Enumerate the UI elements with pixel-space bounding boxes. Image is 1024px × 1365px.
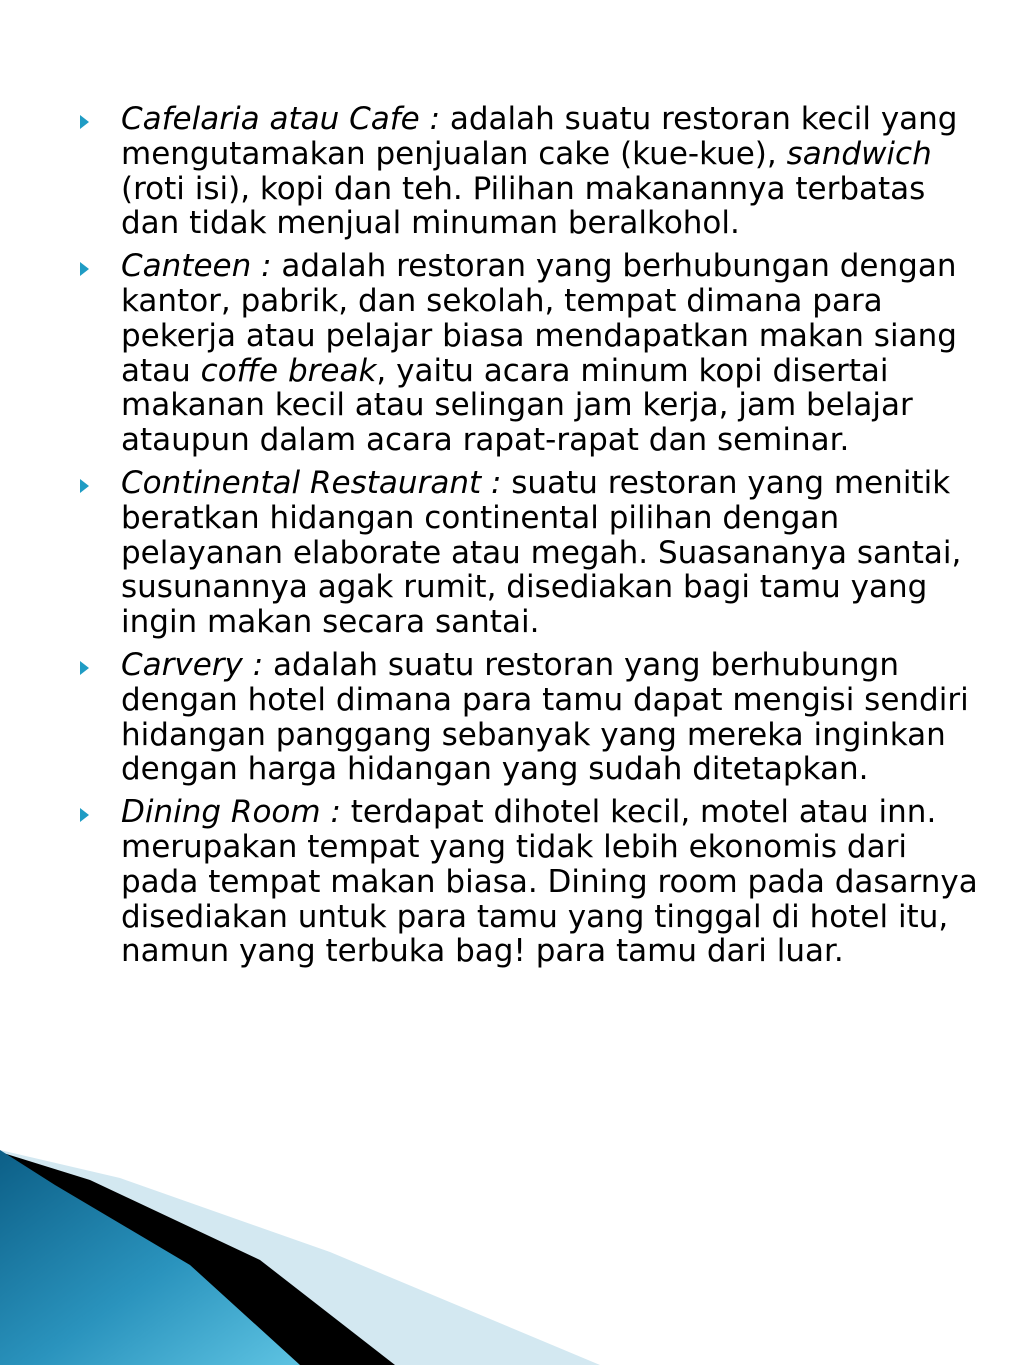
triangle-right-icon xyxy=(80,808,89,822)
bullet-term: Canteen : xyxy=(121,248,272,285)
triangle-right-icon xyxy=(80,115,89,129)
bullet-description-cont: (roti isi), kopi dan teh. Pilihan makanannya terbatas dan tidak menjual minuman beralkohol. xyxy=(121,170,926,242)
triangle-right-icon xyxy=(80,661,89,675)
bullet-term: Dining Room : xyxy=(121,794,341,831)
bullet-description: adalah suatu restoran kecil yang mengutamakan penjualan cake (kue-kue), xyxy=(121,101,958,172)
bullet-term: Continental Restaurant : xyxy=(121,464,502,501)
bullet-description: terdapat dihotel kecil, motel atau inn. merupakan tempat yang tidak lebih ekonomis dari pada tempat makan biasa. Dining room pada dasarnya disediakan untuk para tamu yang tinggal di hotel itu, namun yang terbuka bag! para tamu dari luar. xyxy=(121,794,978,970)
bullet-term: Carvery : xyxy=(121,646,264,683)
bullet-item-carvery xyxy=(80,648,980,787)
bullet-emphasis: coffe break xyxy=(200,352,377,389)
bullet-term: Cafelaria atau Cafe : xyxy=(121,101,441,137)
bullet-item-continental-restaurant xyxy=(80,466,980,640)
bullet-description: adalah restoran yang berhubungan dengan kantor, pabrik, dan sekolah, tempat dimana para pekerja atau pelajar biasa mendapatkan makan siang atau xyxy=(121,248,957,389)
bullet-list xyxy=(80,102,980,969)
triangle-right-icon xyxy=(80,262,89,276)
bullet-emphasis: sandwich xyxy=(786,135,932,172)
bullet-item-cafelaria xyxy=(80,102,980,241)
bullet-description-cont: , yaitu acara minum kopi disertai makanan kecil atau selingan jam kerja, jam belajar ataupun dalam acara rapat-rapat dan seminar. xyxy=(121,352,913,459)
bullet-item-canteen xyxy=(80,249,980,458)
bullet-description: adalah suatu restoran yang berhubungn dengan hotel dimana para tamu dapat mengisi sendiri hidangan panggang sebanyak yang mereka inginkan dengan harga hidangan yang sudah ditetapkan. xyxy=(121,646,969,788)
bullet-description: suatu restoran yang menitik beratkan hidangan continental pilihan dengan pelayanan elaborate atau megah. Suasananya santai, susunannya agak rumit, disediakan bagi tamu yang ingin makan secara santai. xyxy=(121,464,962,641)
triangle-right-icon xyxy=(80,479,89,493)
slide-content xyxy=(80,102,980,977)
bullet-item-dining-room xyxy=(80,795,980,969)
